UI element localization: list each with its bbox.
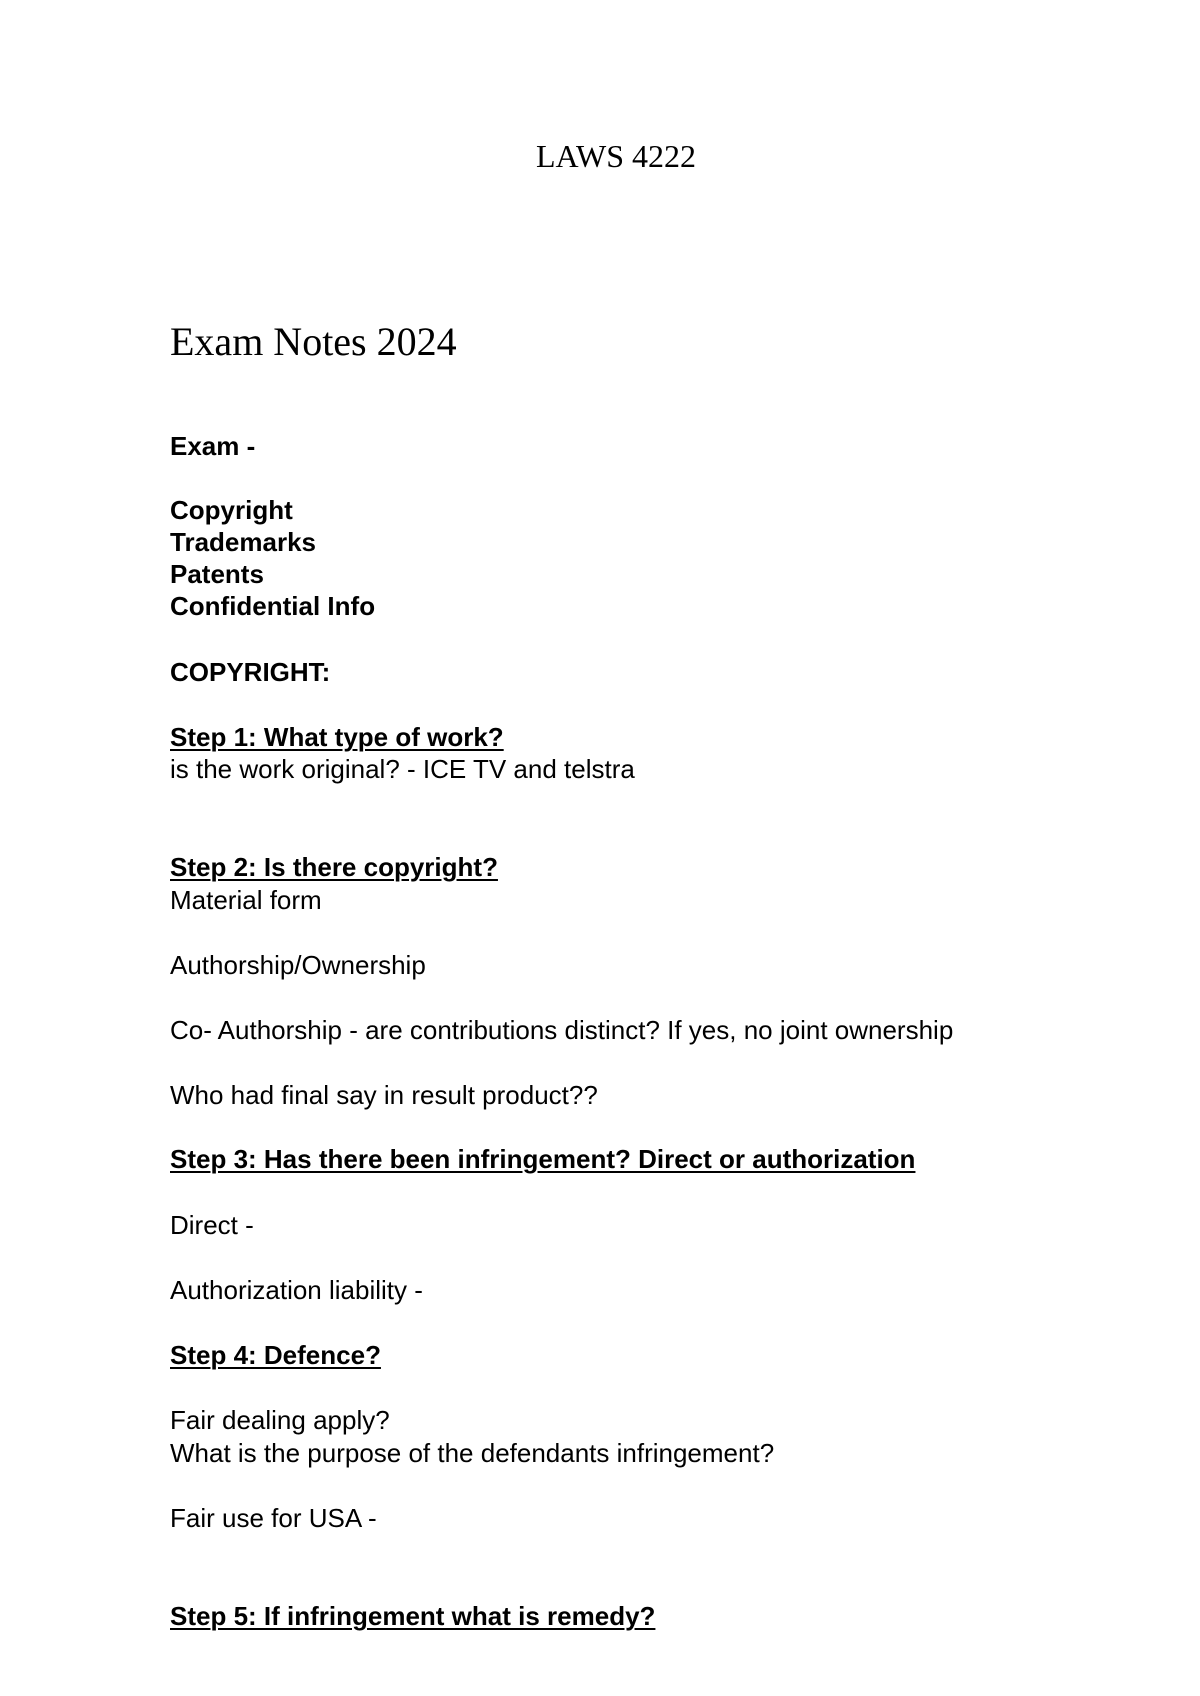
step1-line: is the work original? - ICE TV and telstra [170, 754, 635, 784]
section-heading-copyright: COPYRIGHT: [170, 657, 331, 687]
step2-line: Co- Authorship - are contributions distinct? If yes, no joint ownership [170, 1015, 954, 1045]
step3-line: Direct - [170, 1210, 254, 1240]
step1-heading: Step 1: What type of work? [170, 722, 504, 752]
topic-trademarks: Trademarks [170, 527, 316, 557]
step5-heading: Step 5: If infringement what is remedy? [170, 1601, 656, 1631]
step4-line: Fair dealing apply? [170, 1405, 390, 1435]
exam-label: Exam - [170, 431, 256, 461]
step2-line: Who had final say in result product?? [170, 1080, 598, 1110]
document-title: Exam Notes 2024 [170, 319, 457, 364]
step2-line: Material form [170, 885, 322, 915]
topic-patents: Patents [170, 559, 264, 589]
step3-line: Authorization liability - [170, 1275, 423, 1305]
step4-heading: Step 4: Defence? [170, 1340, 381, 1370]
step2-heading: Step 2: Is there copyright? [170, 852, 498, 882]
step2-line: Authorship/Ownership [170, 950, 426, 980]
step4-line: What is the purpose of the defendants infringement? [170, 1438, 775, 1468]
document-header: LAWS 4222 [535, 138, 697, 174]
step3-heading: Step 3: Has there been infringement? Direct or authorization [170, 1144, 916, 1174]
topic-confidential-info: Confidential Info [170, 591, 376, 621]
step4-line: Fair use for USA - [170, 1503, 377, 1533]
topic-copyright: Copyright [170, 495, 293, 525]
